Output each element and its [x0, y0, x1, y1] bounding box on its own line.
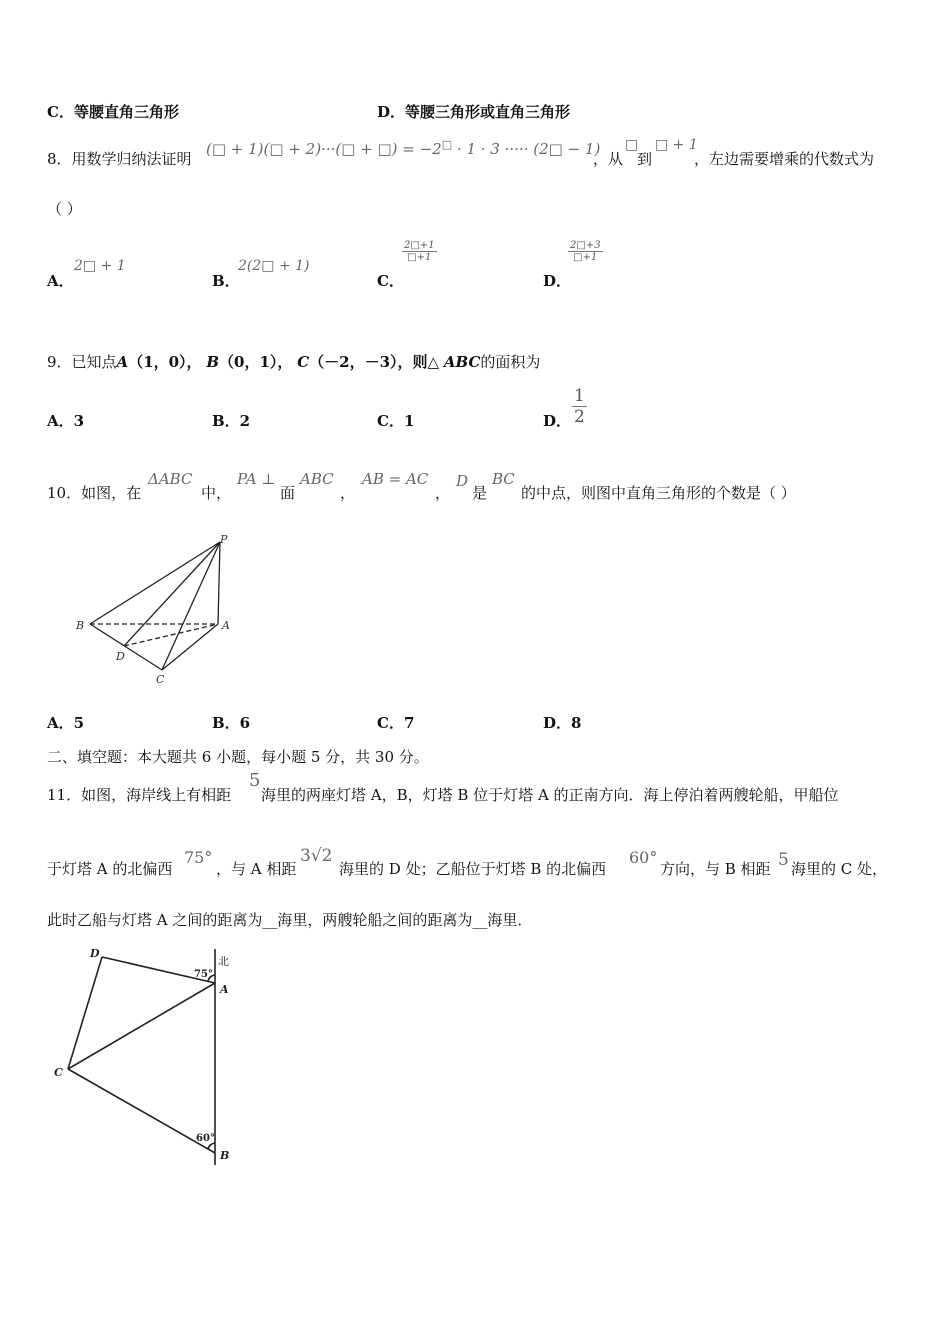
q11-line-2a: 于灯塔 A 的北偏西: [47, 860, 173, 878]
label-angle-60: 60°: [196, 1133, 215, 1144]
q9-stem: 9．已知点A（1，0）， B（0，1）， C（－2，－3），则△ ABC的面积为: [47, 353, 541, 371]
q8-answer-paren: （ ）: [47, 200, 82, 218]
edge-bc: [90, 624, 162, 670]
q8-option-c-fraction: $\frac{2□+1}{□+1}$: [404, 240, 435, 263]
q8-to: □ + 1: [655, 137, 698, 153]
q10-triangle: ΔABC: [148, 470, 193, 488]
q8-option-d-label: D．: [543, 272, 572, 290]
q9-option-b: B．2: [212, 412, 251, 430]
label-c: C: [54, 1066, 63, 1079]
q11-dist-ab: 5: [249, 770, 261, 791]
label-b: B: [76, 619, 85, 632]
label-d: D: [90, 947, 100, 960]
q10-lead: 10．如图，在: [47, 484, 142, 502]
q10-option-c: C．7: [377, 714, 415, 732]
q10-pyramid-figure: [70, 530, 240, 690]
q11-dist-ad: 3√2: [300, 846, 333, 866]
q10-comma-1: ，: [340, 484, 356, 502]
q8-option-b-label: B．: [212, 272, 240, 290]
section-heading-fill-in: 二、填空题：本大题共 6 小题，每小题 5 分，共 30 分。: [47, 748, 429, 766]
label-a: A: [220, 983, 229, 996]
q10-option-d: D．8: [543, 714, 582, 732]
q10-mian: 面: [280, 484, 296, 502]
q11-angle-75: 75°: [184, 848, 213, 867]
q8-option-d-fraction: $\frac{2□+3}{□+1}$: [570, 240, 601, 263]
q8-option-a-label: A．: [47, 272, 74, 290]
q10-segment-bc: BC: [492, 470, 515, 488]
q8-option-a-expr: 2□ + 1: [74, 258, 126, 274]
q11-line-3: 此时乙船与灯塔 A 之间的距离为__海里，两艘轮船之间的距离为__海里．: [47, 911, 533, 929]
q7-option-d: D．等腰三角形或直角三角形: [377, 103, 571, 121]
label-c: C: [156, 673, 165, 686]
q11-line-2b: ，与 A 相距: [216, 860, 297, 878]
q11-line-1a: 11．如图，海岸线上有相距: [47, 786, 232, 804]
q8-tail: ，左边需要增乘的代数式为: [694, 150, 875, 168]
q10-plane-abc: ABC: [300, 470, 334, 488]
q8-to-label: 到: [637, 150, 653, 168]
q10-shi: 是: [472, 484, 488, 502]
label-p: P: [220, 533, 228, 546]
label-angle-75: 75°: [194, 969, 213, 980]
label-b: B: [220, 1149, 230, 1162]
q10-equality: AB = AC: [362, 470, 429, 488]
q11-angle-60: 60°: [629, 848, 658, 867]
q9-option-d-fraction: $\frac{1}{2}$: [574, 386, 585, 427]
q9-option-a: A．3: [47, 412, 85, 430]
q8-option-b-expr: 2(2□ + 1): [238, 258, 310, 274]
edge-pc: [162, 542, 220, 670]
q11-line-2d: 方向，与 B 相距: [660, 860, 771, 878]
label-d: D: [116, 650, 125, 663]
q8-formula: (□ + 1)(□ + 2)···(□ + □) = −2□ · 1 · 3 ····· (2□ − 1): [206, 138, 601, 158]
q7-option-c: C．等腰直角三角形: [47, 103, 179, 121]
q9-option-d-label: D．: [543, 412, 572, 430]
q11-line-1b: 海里的两座灯塔 A，B，灯塔 B 位于灯塔 A 的正南方向．海上停泊着两艘轮船，甲船位: [261, 786, 839, 804]
edge-pa: [218, 542, 220, 624]
q10-pa-perp: PA ⊥: [237, 470, 276, 488]
q8-option-c-label: C．: [377, 272, 404, 290]
q10-tail: 的中点，则图中直角三角形的个数是（ ）: [521, 484, 796, 502]
q11-lighthouse-figure: [50, 945, 250, 1175]
q10-zhong: 中，: [201, 484, 232, 502]
label-a: A: [222, 619, 230, 632]
q11-dist-bc: 5: [778, 850, 789, 870]
segment-cb: [68, 1069, 215, 1153]
q11-line-2e: 海里的 C 处，: [791, 860, 888, 878]
q10-point-d: D: [456, 472, 469, 490]
q8-lead: 8．用数学归纳法证明: [47, 150, 192, 168]
q8-formula-exponent: □: [441, 138, 453, 151]
label-north: 北: [218, 955, 229, 968]
q9-option-c: C．1: [377, 412, 415, 430]
q10-option-b: B．6: [212, 714, 251, 732]
q10-option-a: A．5: [47, 714, 85, 732]
q10-comma-2: ，: [435, 484, 451, 502]
q8-mid: ，从: [593, 150, 624, 168]
q11-line-2c: 海里的 D 处；乙船位于灯塔 B 的北偏西: [339, 860, 607, 878]
q8-from: □: [625, 137, 639, 153]
